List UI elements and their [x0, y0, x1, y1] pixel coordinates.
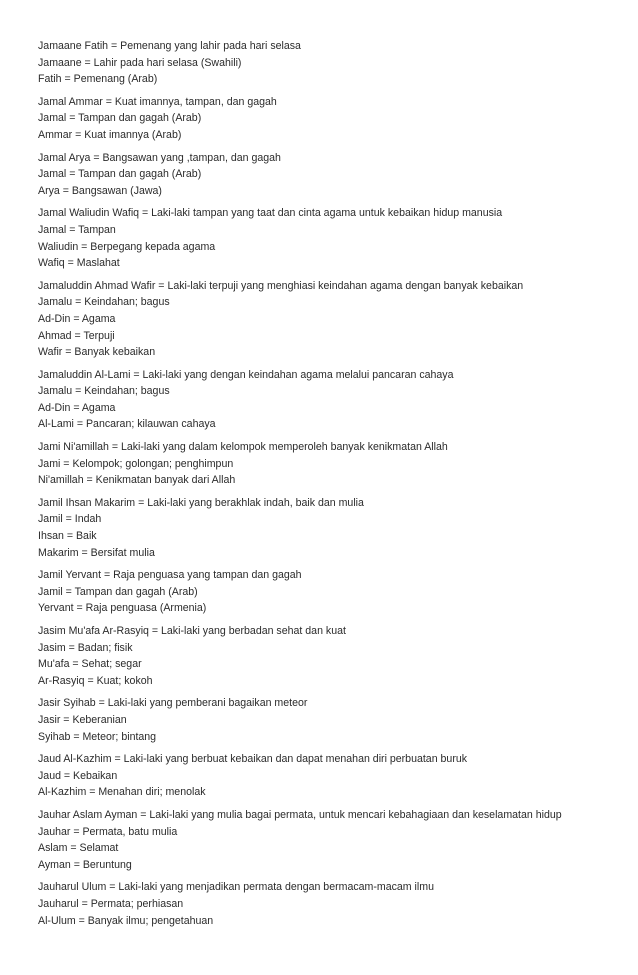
entry-meaning-line: Jasim = Badan; fisik — [38, 641, 133, 654]
entry-meaning-line: Jasir = Keberanian — [38, 713, 127, 726]
entry-meaning-line: Ahmad = Terpuji — [38, 329, 115, 342]
name-entry — [38, 751, 618, 801]
entry-heading-line: Jamaane Fatih = Pemenang yang lahir pada hari selasa — [38, 40, 301, 52]
entry-meaning-line: Jamil = Indah — [38, 513, 102, 526]
entry-heading-line: Jami Ni'amillah = Laki-laki yang dalam kelompok memperoleh banyak kenikmatan Allah — [38, 441, 448, 454]
entry-heading-line: Jauhar Aslam Ayman = Laki-laki yang mulia bagai permata, untuk mencari kebahagiaan dan keselamatan hidup — [38, 808, 562, 821]
entry-meaning-line: Jamalu = Keindahan; bagus — [38, 296, 170, 309]
entry-heading-line: Jasir Syihab = Laki-laki yang pemberani bagaikan meteor — [38, 697, 308, 710]
entry-heading-line: Jamaluddin Al-Lami = Laki-laki yang dengan keindahan agama melalui pancaran cahaya — [38, 368, 454, 381]
name-entry — [38, 367, 618, 433]
entry-meaning-line: Al-Kazhim = Menahan diri; menolak — [38, 786, 206, 799]
name-entry — [38, 94, 618, 144]
name-entry — [38, 623, 618, 689]
entry-meaning-line: Ayman = Beruntung — [38, 858, 132, 871]
entry-meaning-line: Jaud = Kebaikan — [38, 769, 118, 782]
entry-meaning-line: Aslam = Selamat — [38, 842, 119, 855]
entry-meaning-line: Wafir = Banyak kebaikan — [38, 346, 156, 359]
entry-heading-line: Jamil Ihsan Makarim = Laki-laki yang berakhlak indah, baik dan mulia — [38, 496, 364, 509]
entry-meaning-line: Al-Ulum = Banyak ilmu; pengetahuan — [38, 914, 214, 927]
entry-meaning-line: Mu'afa = Sehat; segar — [38, 658, 142, 671]
name-entry — [38, 150, 618, 200]
entry-meaning-line: Jamil = Tampan dan gagah (Arab) — [38, 585, 198, 598]
name-entry — [38, 38, 618, 88]
entry-meaning-line: Jamal = Tampan dan gagah (Arab) — [38, 112, 202, 125]
name-entry — [38, 439, 618, 489]
entry-meaning-line: Jauharul = Permata; perhiasan — [38, 897, 184, 910]
name-entry — [38, 879, 618, 929]
entry-heading-line: Jamal Waliudin Wafiq = Laki-laki tampan yang taat dan cinta agama untuk kebaikan hidup manusia — [38, 207, 503, 220]
name-entry — [38, 495, 618, 561]
name-entry — [38, 278, 618, 361]
name-entry — [38, 205, 618, 271]
entry-meaning-line: Yervant = Raja penguasa (Armenia) — [38, 602, 207, 615]
document-page — [38, 38, 618, 935]
entry-meaning-line: Jamaane = Lahir pada hari selasa (Swahili) — [38, 56, 242, 69]
entry-meaning-line: Waliudin = Berpegang kepada agama — [38, 240, 216, 253]
entry-heading-line: Jauharul Ulum = Laki-laki yang menjadikan permata dengan bermacam-macam ilmu — [38, 881, 434, 894]
entry-meaning-line: Ar-Rasyiq = Kuat; kokoh — [38, 674, 153, 687]
entry-meaning-line: Ad-Din = Agama — [38, 312, 116, 325]
entry-heading-line: Jamaluddin Ahmad Wafir = Laki-laki terpuji yang menghiasi keindahan agama dengan banyak kebaikan — [38, 279, 524, 292]
entry-meaning-line: Ihsan = Baik — [38, 530, 97, 543]
entry-meaning-line: Fatih = Pemenang (Arab) — [38, 73, 158, 86]
entry-heading-line: Jasim Mu'afa Ar-Rasyiq = Laki-laki yang berbadan sehat dan kuat — [38, 625, 346, 637]
entry-meaning-line: Arya = Bangsawan (Jawa) — [38, 184, 162, 197]
entry-meaning-line: Al-Lami = Pancaran; kilauwan cahaya — [38, 418, 216, 431]
entry-meaning-line: Ammar = Kuat imannya (Arab) — [38, 128, 182, 141]
name-entry — [38, 807, 618, 873]
entry-meaning-line: Syihab = Meteor; bintang — [38, 730, 157, 743]
name-entry — [38, 695, 618, 745]
entry-meaning-line: Jamalu = Keindahan; bagus — [38, 385, 170, 398]
entry-meaning-line: Jamal = Tampan dan gagah (Arab) — [38, 168, 202, 181]
entry-heading-line: Jamil Yervant = Raja penguasa yang tampan dan gagah — [38, 569, 302, 582]
entry-meaning-line: Makarim = Bersifat mulia — [38, 546, 155, 559]
entry-meaning-line: Jamal = Tampan — [38, 223, 116, 236]
entry-heading-line: Jamal Arya = Bangsawan yang ,tampan, dan gagah — [38, 151, 281, 164]
entry-meaning-line: Wafiq = Maslahat — [38, 257, 120, 270]
entry-meaning-line: Jauhar = Permata, batu mulia — [38, 825, 178, 838]
entry-heading-line: Jamal Ammar = Kuat imannya, tampan, dan gagah — [38, 95, 277, 108]
entry-meaning-line: Ni'amillah = Kenikmatan banyak dari Allah — [38, 474, 236, 487]
name-entry — [38, 567, 618, 617]
entry-heading-line: Jaud Al-Kazhim = Laki-laki yang berbuat kebaikan dan dapat menahan diri perbuatan buruk — [38, 753, 468, 766]
entry-meaning-line: Ad-Din = Agama — [38, 401, 116, 414]
entry-meaning-line: Jami = Kelompok; golongan; penghimpun — [38, 457, 234, 470]
